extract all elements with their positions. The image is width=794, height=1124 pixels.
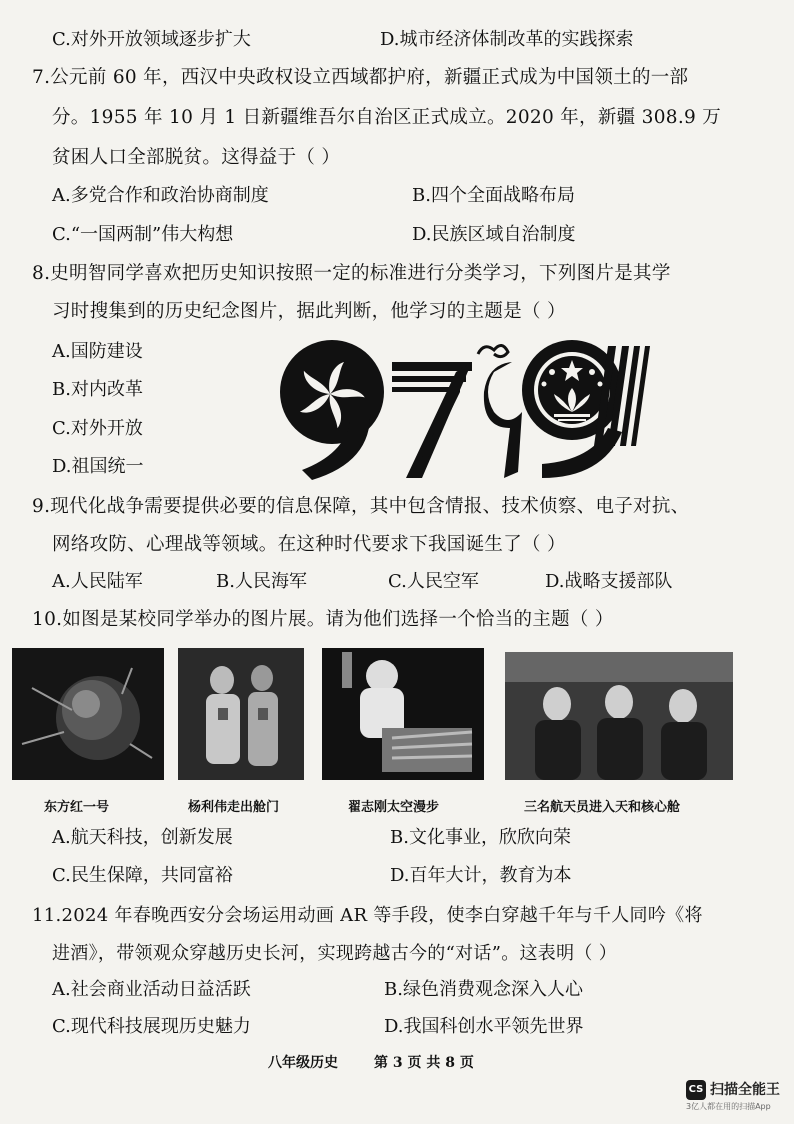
q11-stem-line2: 进酒》，带领观众穿越历史长河，实现跨越古今的“对话”。这表明（ ） <box>52 943 618 964</box>
scanner-logo-icon: CS <box>686 1080 706 1100</box>
hong-kong-nine-icon <box>280 340 384 480</box>
q8-stem-line1: 8.史明智同学喜欢把历史知识按照一定的标准进行分类学习，下列图片是其学 <box>32 263 671 284</box>
q9-stem-line1: 9.现代化战争需要提供必要的信息保障，其中包含情报、技术侦察、电子对抗、 <box>32 496 690 517</box>
photo-three-astronauts-tianhe <box>505 652 733 780</box>
q9-option-d: D.战略支援部队 <box>545 571 673 592</box>
spacewalk-image-icon <box>322 648 484 780</box>
macao-nine-icon <box>522 340 650 478</box>
caption-1: 东方红一号 <box>44 800 110 815</box>
scanner-watermark <box>686 1080 786 1116</box>
q8-stem-line2: 习时搜集到的历史纪念图片，据此判断，他学习的主题是（ ） <box>52 301 566 322</box>
q7-option-b: B.四个全面战略布局 <box>412 185 575 206</box>
nine-striped-icon <box>484 362 522 478</box>
q11-stem-line1: 11.2024 年春晚西安分会场运用动画 AR 等手段，使李白穿越千年与千人同吟《将 <box>32 905 703 926</box>
three-astronauts-image-icon <box>505 652 733 780</box>
footer-subject: 八年级历史 <box>268 1055 338 1071</box>
seven-striped-icon <box>392 362 472 478</box>
q9-stem-line2: 网络攻防、心理战等领域。在这种时代要求下我国诞生了（ ） <box>52 534 566 555</box>
q7-option-d: D.民族区域自治制度 <box>412 224 576 245</box>
q8-option-b: B.对内改革 <box>52 379 143 400</box>
astronaut-image-icon <box>178 648 304 780</box>
q7-stem-line1: 7.公元前 60 年，西汉中央政权设立西域都护府，新疆正式成为中国领土的一部 <box>32 67 689 88</box>
q10-option-a: A.航天科技，创新发展 <box>52 827 233 848</box>
q9-option-b: B.人民海军 <box>216 571 307 592</box>
q7-stem-line3: 贫困人口全部脱贫。这得益于（ ） <box>52 147 341 168</box>
q10-option-d: D.百年大计，教育为本 <box>390 865 572 886</box>
q11-option-c: C.现代科技展现历史魅力 <box>52 1016 251 1037</box>
handover-commemorative-emblem <box>272 332 668 484</box>
satellite-image-icon <box>12 648 164 780</box>
q11-option-a: A.社会商业活动日益活跃 <box>52 979 251 1000</box>
scanner-brand-name: 扫描全能王 <box>710 1082 780 1098</box>
caption-2: 杨利伟走出舱门 <box>188 800 280 815</box>
q10-option-c: C.民生保障，共同富裕 <box>52 865 233 886</box>
q11-option-d: D.我国科创水平领先世界 <box>384 1016 584 1037</box>
q6-option-c: C.对外开放领域逐步扩大 <box>52 29 251 50</box>
photo-yang-liwei <box>178 648 304 780</box>
q11-option-b: B.绿色消费观念深入人心 <box>384 979 583 1000</box>
q7-option-a: A.多党合作和政治协商制度 <box>52 185 269 206</box>
footer-page-number: 第 3 页 共 8 页 <box>374 1055 474 1071</box>
q6-option-d: D.城市经济体制改革的实践探索 <box>380 29 634 50</box>
photo-dongfanghong-satellite <box>12 648 164 780</box>
q8-option-a: A.国防建设 <box>52 341 143 362</box>
scanner-tagline: 3亿人都在用的扫描App <box>686 1102 771 1111</box>
photo-zhai-zhigang-spacewalk <box>322 648 484 780</box>
q10-option-b: B.文化事业，欣欣向荣 <box>390 827 571 848</box>
q9-option-a: A.人民陆军 <box>52 571 143 592</box>
q7-option-c: C.“一国两制”伟大构想 <box>52 224 234 245</box>
caption-4: 三名航天员进入天和核心舱 <box>524 800 681 815</box>
q8-option-d: D.祖国统一 <box>52 456 144 477</box>
caption-3: 翟志刚太空漫步 <box>348 800 440 815</box>
auspicious-cloud-icon <box>478 345 508 356</box>
q8-option-c: C.对外开放 <box>52 418 143 439</box>
q9-option-c: C.人民空军 <box>388 571 479 592</box>
q10-stem-line1: 10.如图是某校同学举办的图片展。请为他们选择一个恰当的主题（ ） <box>32 609 614 630</box>
q7-stem-line2: 分。1955 年 10 月 1 日新疆维吾尔自治区正式成立。2020 年，新疆 308.9 万 <box>52 107 722 128</box>
